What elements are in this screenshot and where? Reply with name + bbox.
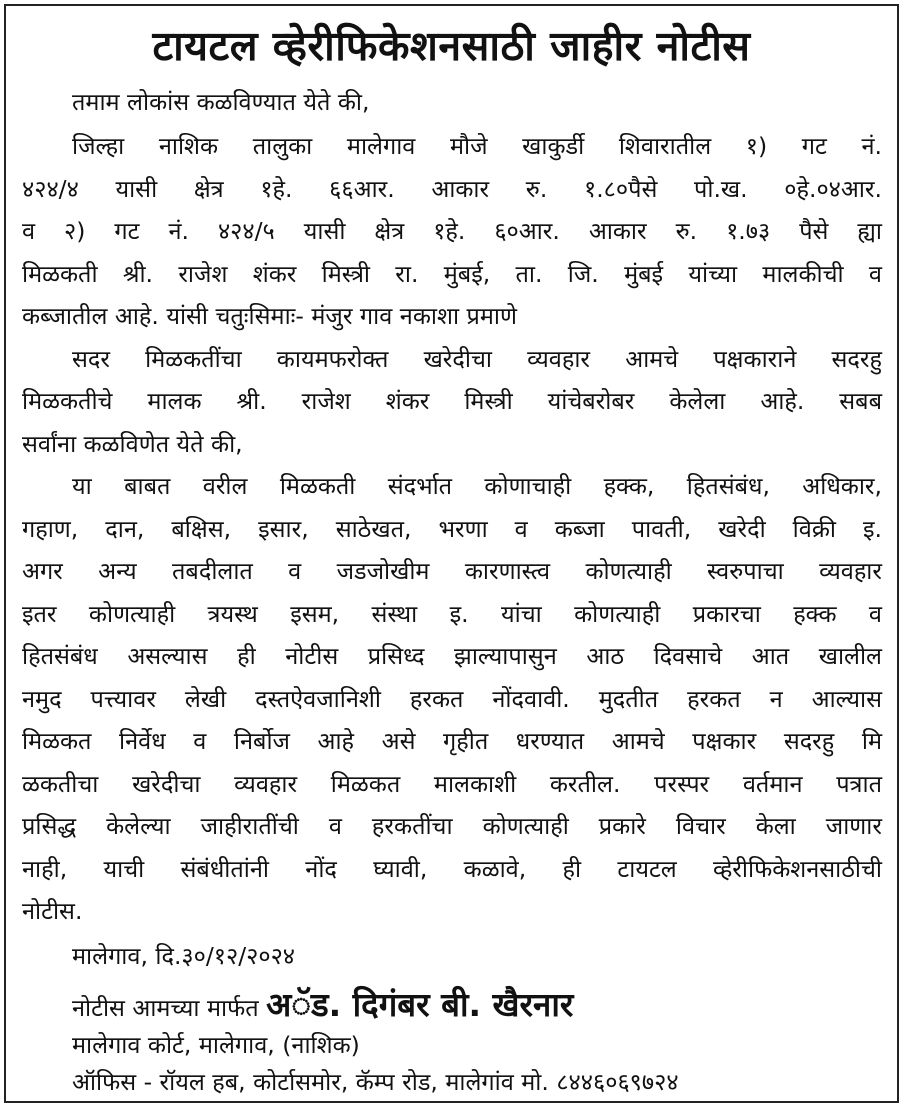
body-line: ४२४/४ यासी क्षेत्र १हे. ६६आर. आकार रु. १.८०पैसे पो.ख. ०हे.०४आर.	[22, 175, 882, 203]
body-line: नमुद पत्त्यावर लेखी दस्तऐवजानिशी हरकत नोंदवावी. मुदतीत हरकत न आल्यास	[22, 685, 882, 713]
body-line: अगर अन्य तबदीलात व जडजोखीम कारणास्त्व कोणत्याही स्वरुपाचा व्यवहार	[22, 557, 882, 585]
public-notice	[4, 4, 899, 1103]
body-line: हितसंबंध असल्यास ही नोटीस प्रसिध्द झाल्यापासुन आठ दिवसाचे आत खालील	[22, 642, 882, 670]
body-line: जिल्हा नाशिक तालुका मालेगाव मौजे खाकुर्डी शिवारातील १) गट नं.	[72, 132, 882, 160]
body-line: व २) गट नं. ४२४/५ यासी क्षेत्र १हे. ६०आर. आकार रु. १.७३ पैसे ह्या	[22, 217, 882, 245]
office-address: ऑफिस - रॉयल हब, कोर्टासमोर, कॅम्प रोड, मालेगांव मो. ८४४६०६९७२४	[72, 1068, 679, 1096]
place-date: मालेगाव, दि.३०/१२/२०२४	[72, 942, 296, 970]
body-line: मिळकत निर्वेध व निर्बोज आहे असे गृहीत धरण्यात आमचे पक्षकार सदरहु मि	[22, 727, 882, 755]
body-line: नाही, याची संबंधीतांनी नोंद घ्यावी, कळावे, ही टायटल व्हेरीफिकेशनसाठीची	[22, 855, 882, 883]
signature-line	[72, 984, 882, 1029]
body-line: कब्जातील आहे. यांसी चतुःसिमाः- मंजुर गाव नकाशा प्रमाणे	[22, 302, 517, 330]
body-line: मिळकती श्री. राजेश शंकर मिस्त्री रा. मुंबई, ता. जि. मुंबई यांच्या मालकीची व	[22, 260, 882, 288]
body-line: सर्वांना कळविणेत येते की,	[22, 430, 243, 458]
notice-title: टायटल व्हेरीफिकेशनसाठी जाहीर नोटीस	[152, 22, 751, 70]
advocate-name: अॅड. दिगंबर बी. खैरनार	[266, 985, 574, 1024]
through-label: नोटीस आमच्या मार्फत	[72, 994, 259, 1022]
body-line: ळकतीचा खरेदीचा व्यवहार मिळकत मालकाशी करतील. परस्पर वर्तमान पत्रात	[22, 770, 882, 798]
body-line: मिळकतीचे मालक श्री. राजेश शंकर मिस्त्री यांचेबरोबर केलेला आहे. सबब	[22, 387, 882, 415]
body-line: नोटीस.	[22, 897, 83, 925]
body-line: सदर मिळकतींचा कायमफरोक्त खरेदीचा व्यवहार आमचे पक्षकाराने सदरहु	[72, 345, 882, 373]
body-line: या बाबत वरील मिळकती संदर्भात कोणाचाही हक्क, हितसंबंध, अधिकार,	[72, 472, 882, 500]
body-line: गहाण, दान, बक्षिस, इसार, साठेखत, भरणा व कब्जा पावती, खरेदी विक्री इ.	[22, 515, 882, 543]
salutation-line: तमाम लोकांस कळविण्यात येते की,	[72, 88, 370, 116]
body-line: प्रसिद्ध केलेल्या जाहीरातींची व हरकतींचा कोणत्याही प्रकारे विचार केला जाणार	[22, 812, 882, 840]
body-line: इतर कोणत्याही त्रयस्थ इसम, संस्था इ. यांचा कोणत्याही प्रकारचा हक्क व	[22, 600, 882, 628]
court-address: मालेगाव कोर्ट, मालेगाव, (नाशिक)	[72, 1031, 360, 1059]
